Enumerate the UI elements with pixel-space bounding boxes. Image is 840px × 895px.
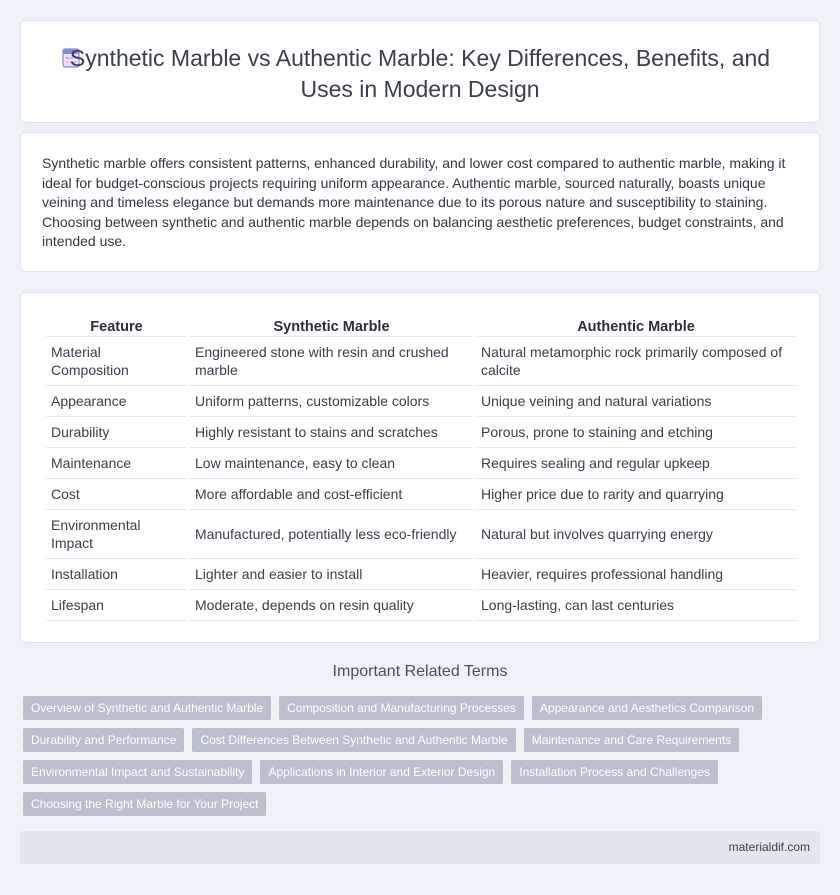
header-synthetic: Synthetic Marble bbox=[190, 317, 473, 337]
header-feature: Feature bbox=[46, 317, 187, 337]
related-term-tag[interactable]: Composition and Manufacturing Processes bbox=[279, 696, 524, 720]
feature-cell: Installation bbox=[46, 559, 187, 590]
table-row bbox=[46, 510, 796, 559]
comparison-table bbox=[43, 317, 799, 621]
authentic-cell: Heavier, requires professional handling bbox=[476, 559, 796, 590]
synthetic-cell: Manufactured, potentially less eco-friendly bbox=[190, 510, 473, 559]
feature-cell: Durability bbox=[46, 417, 187, 448]
synthetic-cell: Low maintenance, easy to clean bbox=[190, 448, 473, 479]
table-row bbox=[46, 590, 796, 621]
feature-cell: Appearance bbox=[46, 386, 187, 417]
feature-cell: Maintenance bbox=[46, 448, 187, 479]
related-term-tag[interactable]: Environmental Impact and Sustainability bbox=[23, 760, 252, 784]
feature-cell: Environmental Impact bbox=[46, 510, 187, 559]
related-term-tag[interactable]: Overview of Synthetic and Authentic Marble bbox=[23, 696, 271, 720]
comparison-card bbox=[20, 292, 820, 643]
authentic-cell: Higher price due to rarity and quarrying bbox=[476, 479, 796, 510]
related-term-tag[interactable]: Cost Differences Between Synthetic and Authentic Marble bbox=[192, 728, 515, 752]
table-header-row bbox=[46, 317, 796, 337]
intro-paragraph: Synthetic marble offers consistent patterns, enhanced durability, and lower cost compared to authentic marble, making it ideal for budget-conscious projects requiring uniform appearance. Authentic marble, sourced naturally, boasts unique veining and timeless elegance but demands more maintenance due to its porous nature and susceptibility to staining. Choosing between synthetic and authentic marble depends on balancing aesthetic preferences, budget constraints, and intended use. bbox=[42, 155, 786, 249]
related-term-tag[interactable]: Maintenance and Care Requirements bbox=[524, 728, 739, 752]
table-row bbox=[46, 417, 796, 448]
related-term-tag[interactable]: Applications in Interior and Exterior Design bbox=[260, 760, 503, 784]
feature-cell: Cost bbox=[46, 479, 187, 510]
feature-cell: Lifespan bbox=[46, 590, 187, 621]
related-term-tag[interactable]: Installation Process and Challenges bbox=[511, 760, 718, 784]
header-card bbox=[20, 20, 820, 123]
synthetic-cell: Engineered stone with resin and crushed marble bbox=[190, 337, 473, 386]
authentic-cell: Long-lasting, can last centuries bbox=[476, 590, 796, 621]
related-term-tag[interactable]: Choosing the Right Marble for Your Project bbox=[23, 792, 266, 816]
table-row bbox=[46, 559, 796, 590]
synthetic-cell: Lighter and easier to install bbox=[190, 559, 473, 590]
synthetic-cell: Uniform patterns, customizable colors bbox=[190, 386, 473, 417]
table-row bbox=[46, 386, 796, 417]
synthetic-cell: Moderate, depends on resin quality bbox=[190, 590, 473, 621]
feature-cell: Material Composition bbox=[46, 337, 187, 386]
intro-card bbox=[20, 132, 820, 272]
synthetic-cell: More affordable and cost-efficient bbox=[190, 479, 473, 510]
footer-site-link[interactable]: materialdif.com bbox=[728, 840, 810, 854]
synthetic-cell: Highly resistant to stains and scratches bbox=[190, 417, 473, 448]
authentic-cell: Unique veining and natural variations bbox=[476, 386, 796, 417]
related-term-tag[interactable]: Appearance and Aesthetics Comparison bbox=[532, 696, 762, 720]
authentic-cell: Porous, prone to staining and etching bbox=[476, 417, 796, 448]
related-terms-list bbox=[23, 696, 803, 824]
authentic-cell: Natural metamorphic rock primarily composed of calcite bbox=[476, 337, 796, 386]
footer-bar bbox=[20, 831, 820, 864]
page-title: Synthetic Marble vs Authentic Marble: Key Differences, Benefits, and Uses in Modern Design bbox=[69, 45, 771, 102]
related-terms-title: Important Related Terms bbox=[332, 663, 508, 680]
header-authentic: Authentic Marble bbox=[476, 317, 796, 337]
related-term-tag[interactable]: Durability and Performance bbox=[23, 728, 184, 752]
table-row bbox=[46, 337, 796, 386]
authentic-cell: Natural but involves quarrying energy bbox=[476, 510, 796, 559]
table-row bbox=[46, 479, 796, 510]
table-row bbox=[46, 448, 796, 479]
authentic-cell: Requires sealing and regular upkeep bbox=[476, 448, 796, 479]
